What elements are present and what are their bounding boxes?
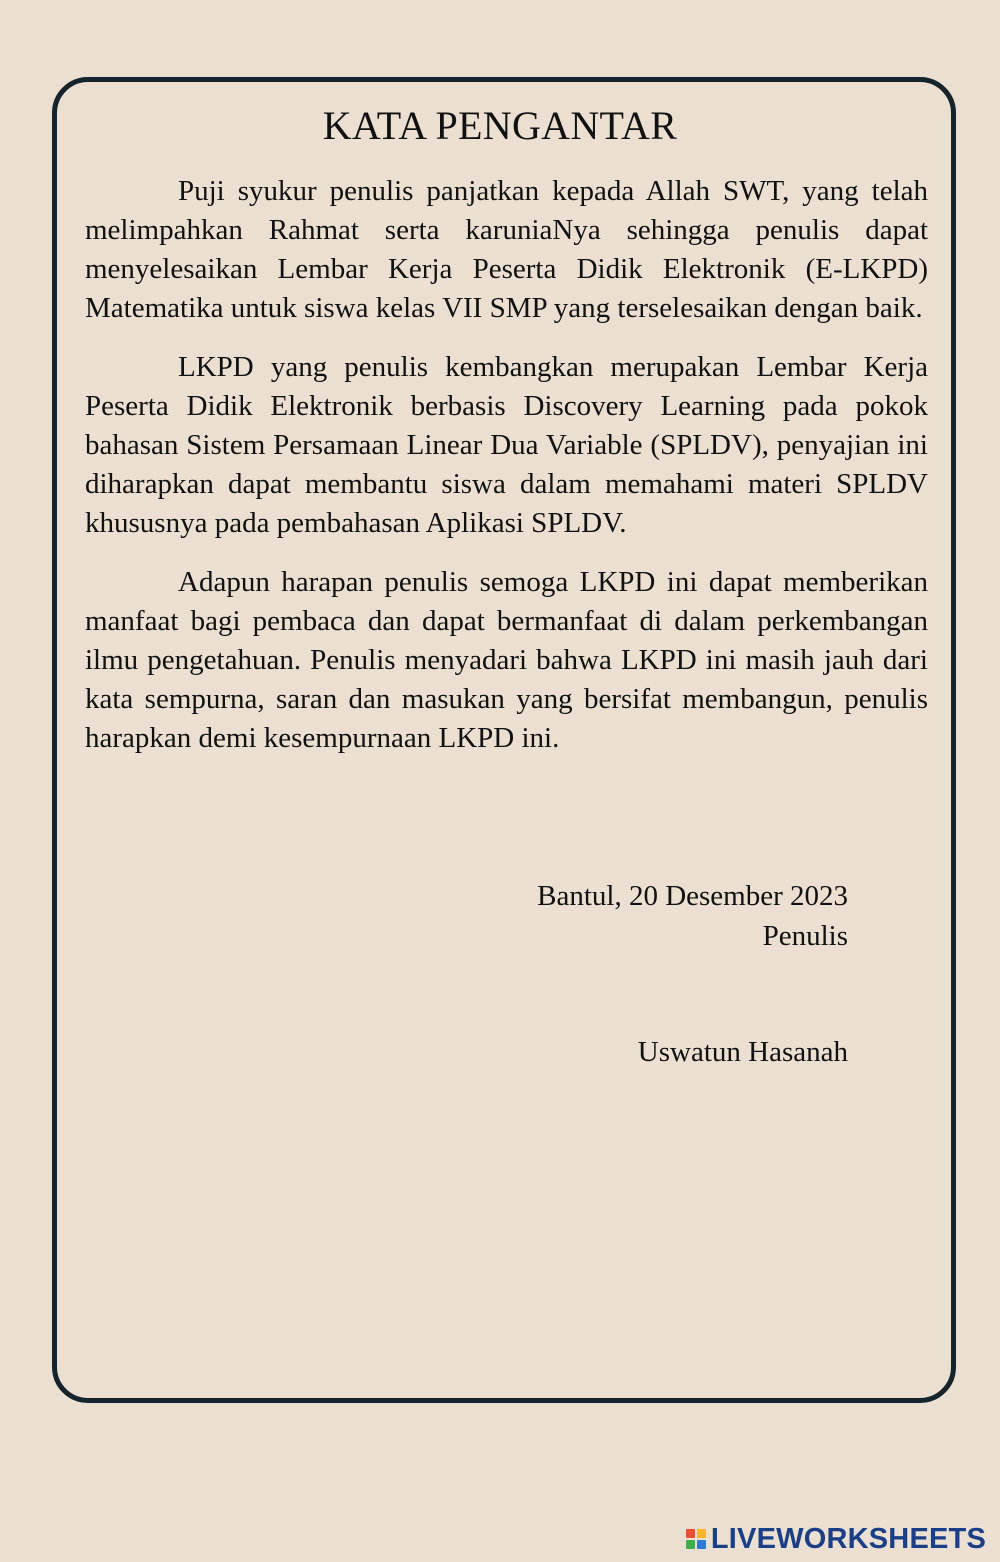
liveworksheets-logo-icon <box>686 1529 706 1549</box>
page-title: KATA PENGANTAR <box>322 103 678 148</box>
author-role: Penulis <box>762 920 848 952</box>
paragraph-1: Puji syukur penulis panjatkan kepada Allah SWT, yang telah melimpahkan Rahmat serta karuniaNya sehingga penulis dapat menyelesaikan Lembar Kerja Peserta Didik Elektronik (E-LKPD) Matematika untuk siswa kelas VII SMP yang terselesaikan dengan baik. <box>85 175 928 324</box>
watermark-text: LIVEWORKSHEETS <box>710 1522 986 1555</box>
liveworksheets-watermark <box>686 1521 986 1557</box>
author-name: Uswatun Hasanah <box>637 1036 848 1068</box>
paragraph-2: LKPD yang penulis kembangkan merupakan Lembar Kerja Peserta Didik Elektronik berbasis Discovery Learning pada pokok bahasan Sistem Persamaan Linear Dua Variable (SPLDV), penyajian ini diharapkan dapat membantu siswa dalam memahami materi SPLDV khususnya pada pembahasan Aplikasi SPLDV. <box>85 351 928 539</box>
logo-tile-3 <box>686 1540 695 1549</box>
preface-body <box>85 172 928 778</box>
logo-tile-4 <box>697 1540 706 1549</box>
paragraph-3: Adapun harapan penulis semoga LKPD ini dapat memberikan manfaat bagi pembaca dan dapat bermanfaat di dalam perkembangan ilmu pengetahuan. Penulis menyadari bahwa LKPD ini masih jauh dari kata sempurna, saran dan masukan yang bersifat membangun, penulis harapkan demi kesempurnaan LKPD ini. <box>85 566 928 754</box>
logo-tile-1 <box>686 1529 695 1538</box>
logo-tile-2 <box>697 1529 706 1538</box>
signature-block <box>537 876 848 1072</box>
place-date: Bantul, 20 Desember 2023 <box>537 880 848 912</box>
